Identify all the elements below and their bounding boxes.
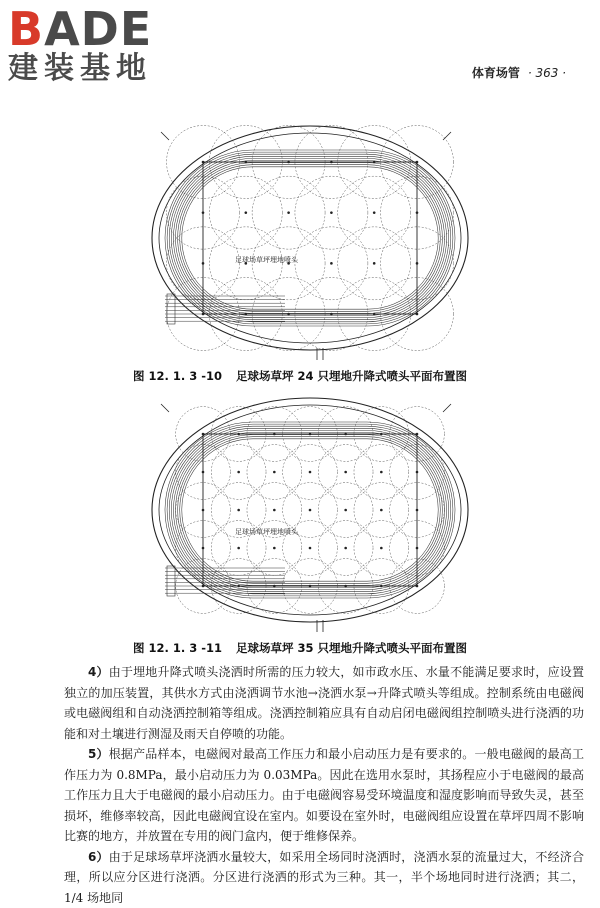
track-lane-line bbox=[167, 152, 453, 324]
football-field bbox=[203, 162, 417, 314]
sprinkler-head bbox=[309, 433, 312, 436]
sprinkler-head bbox=[344, 547, 347, 550]
sprinkler-head bbox=[287, 313, 290, 316]
sprinkler-head bbox=[380, 547, 383, 550]
figure-caption-2 bbox=[0, 640, 600, 656]
logo-brand bbox=[8, 4, 178, 54]
corner-tick bbox=[161, 404, 169, 412]
start-box bbox=[167, 294, 175, 324]
body-text bbox=[64, 662, 584, 908]
sprinkler-head bbox=[416, 161, 419, 164]
sprinkler-head bbox=[344, 471, 347, 474]
sprinkler-head bbox=[416, 585, 419, 588]
paragraph bbox=[64, 662, 584, 744]
sprinkler-head bbox=[273, 547, 276, 550]
sprinkler-head bbox=[245, 161, 248, 164]
sprinkler-head bbox=[330, 313, 333, 316]
sprinkler-head bbox=[416, 211, 419, 214]
field-label: 足球场草坪埋地喷头 bbox=[235, 527, 299, 536]
sprinkler-head bbox=[309, 509, 312, 512]
paragraph-number: 5） bbox=[88, 747, 109, 761]
field-label: 足球场草坪埋地喷头 bbox=[235, 255, 299, 264]
sprint-straight bbox=[165, 296, 285, 321]
sprinkler-head bbox=[416, 509, 419, 512]
sprinkler-head bbox=[237, 433, 240, 436]
corner-tick bbox=[161, 132, 169, 140]
start-box bbox=[167, 566, 175, 596]
figure-caption-1 bbox=[0, 368, 600, 384]
sprinkler-head bbox=[202, 262, 205, 265]
sprinkler-head bbox=[416, 262, 419, 265]
sprinkler-head bbox=[309, 471, 312, 474]
sprinkler-head bbox=[273, 509, 276, 512]
sprinkler-head bbox=[202, 585, 205, 588]
sprinkler-head bbox=[237, 547, 240, 550]
corner-tick bbox=[443, 404, 451, 412]
corner-tick bbox=[443, 132, 451, 140]
figure-number: 图 12. 1. 3 -11 bbox=[133, 641, 222, 655]
sprinkler-head bbox=[373, 313, 376, 316]
sprinkler-head bbox=[416, 471, 419, 474]
page-number: · 363 · bbox=[528, 66, 566, 80]
sprinkler-head bbox=[202, 471, 205, 474]
sprinkler-head bbox=[330, 211, 333, 214]
sprinkler-head bbox=[380, 471, 383, 474]
track-lane-line bbox=[176, 161, 445, 316]
stand-outer-outline bbox=[152, 126, 468, 350]
sprinkler-head bbox=[373, 211, 376, 214]
paragraph bbox=[64, 847, 584, 908]
sprinkler-head bbox=[237, 509, 240, 512]
sprinkler-head bbox=[202, 433, 205, 436]
sprinkler-head bbox=[344, 585, 347, 588]
sprinkler-head bbox=[202, 313, 205, 316]
sprinkler-head bbox=[287, 161, 290, 164]
sprinkler-head bbox=[245, 313, 248, 316]
sprinkler-head bbox=[202, 211, 205, 214]
sprinkler-head bbox=[344, 509, 347, 512]
sprinkler-head bbox=[416, 547, 419, 550]
sprinkler-head bbox=[373, 262, 376, 265]
paragraph-text: 根据产品样本，电磁阀对最高工作压力和最小启动压力是有要求的。一般电磁阀的最高工作压力为 0.8MPa，最小启动压力为 0.03MPa。因此在选用水泵时，其扬程应小于电磁阀的最高工作压力且大于电磁阀的最小启动压力。由于电磁阀容易受环境温度和湿度影响而导致失灵，甚至损坏，维修率较高，因此电磁阀宜设在室内。如要设在室外时，电磁阀组应设置在草坪四周不影响比赛的地方，并放置在专用的阀门盒内，便于维修保养。 bbox=[64, 747, 584, 843]
track-lane-line bbox=[169, 154, 451, 322]
logo bbox=[8, 4, 178, 86]
paragraph-text: 由于埋地升降式喷头浇洒时所需的压力较大，如市政水压、水量不能满足要求时，应设置独立的加压装置，其供水方式由浇洒调节水池→浇洒水泵→升降式喷头等组成。控制系统由电磁阀或电磁阀组和自动浇洒控制箱等组成。浇洒控制箱应具有自动启闭电磁阀组控制喷头进行浇洒的功能和对土壤进行测湿及雨天自停喷的功能。 bbox=[64, 665, 584, 741]
paragraph bbox=[64, 744, 584, 847]
sprinkler-head bbox=[309, 547, 312, 550]
sprinkler-head bbox=[273, 585, 276, 588]
stadium-plan-figure-2 bbox=[145, 392, 475, 632]
sprinkler-head bbox=[330, 161, 333, 164]
stadium-plan-figure-1 bbox=[145, 120, 475, 360]
sprinkler-head bbox=[202, 161, 205, 164]
sprinkler-head bbox=[237, 585, 240, 588]
logo-brand-accent: B bbox=[8, 2, 44, 56]
sprinkler-head bbox=[416, 433, 419, 436]
logo-brand-rest: ADE bbox=[44, 2, 152, 56]
sprinkler-head bbox=[380, 433, 383, 436]
figure-title: 足球场草坪 24 只埋地升降式喷头平面布置图 bbox=[236, 369, 467, 383]
figure-title: 足球场草坪 35 只埋地升降式喷头平面布置图 bbox=[236, 641, 467, 655]
paragraph-number: 4） bbox=[88, 665, 109, 679]
running-head bbox=[472, 64, 566, 81]
paragraph-number: 6） bbox=[88, 850, 109, 864]
sprinkler-head bbox=[330, 262, 333, 265]
sprinkler-head bbox=[344, 433, 347, 436]
sprinkler-head bbox=[245, 211, 248, 214]
sprinkler-head bbox=[373, 161, 376, 164]
sprinkler-head bbox=[380, 585, 383, 588]
sprinkler-head bbox=[273, 433, 276, 436]
sprinkler-head bbox=[202, 547, 205, 550]
section-title: 体育场管 bbox=[472, 66, 520, 80]
paragraph-text: 由于足球场草坪浇洒水量较大，如采用全场同时浇洒时，浇洒水泵的流量过大，不经济合理，所以应分区进行浇洒。分区进行浇洒的形式为三种。其一，半个场地同时进行浇洒；其二，1/4 场地同 bbox=[64, 850, 584, 905]
sprint-straight bbox=[165, 568, 285, 593]
sprinkler-head bbox=[202, 509, 205, 512]
logo-brand-sub: 建装基地 bbox=[8, 52, 178, 86]
track-lane-line bbox=[171, 156, 448, 319]
figure-number: 图 12. 1. 3 -10 bbox=[133, 369, 222, 383]
track-lane-line bbox=[178, 163, 443, 314]
sprinkler-head bbox=[416, 313, 419, 316]
sprinkler-head bbox=[309, 585, 312, 588]
sprinkler-head bbox=[287, 211, 290, 214]
sprinkler-head bbox=[237, 471, 240, 474]
sprinkler-head bbox=[273, 471, 276, 474]
track-lane-line bbox=[173, 158, 446, 317]
sprinkler-head bbox=[380, 509, 383, 512]
